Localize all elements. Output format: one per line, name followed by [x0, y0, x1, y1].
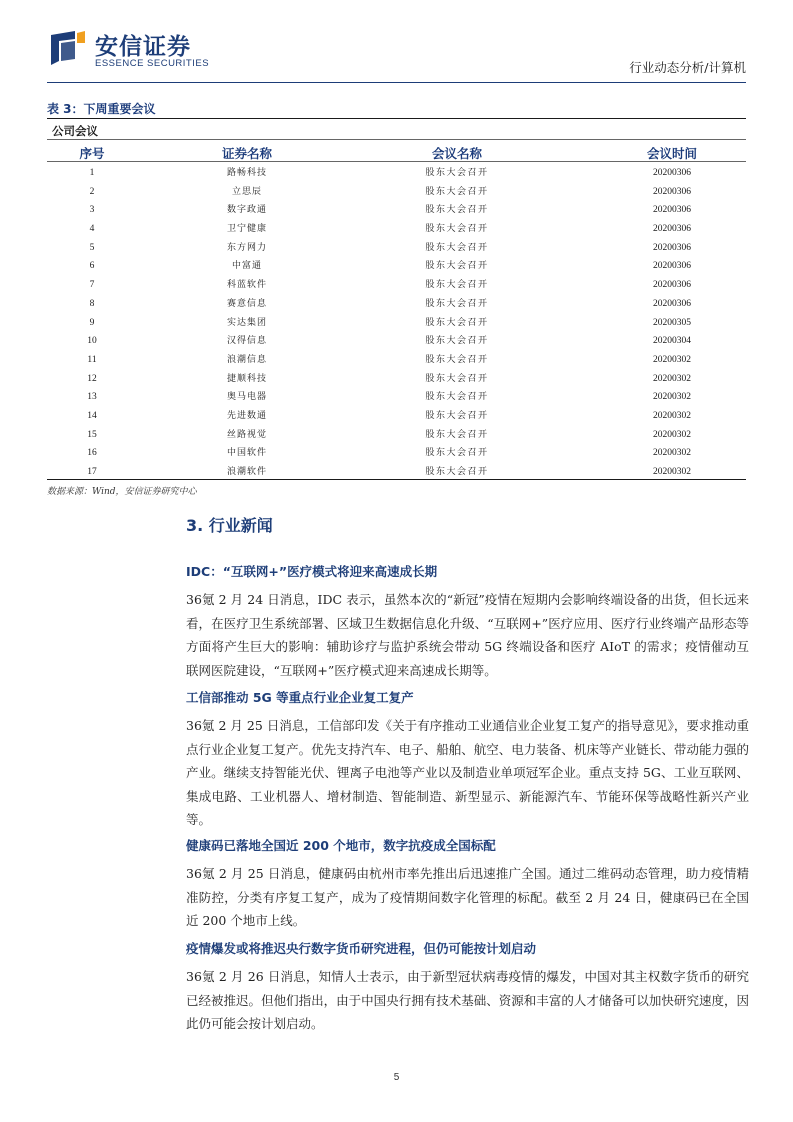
cell-meeting-time: 20200302: [653, 448, 691, 459]
table-bottom-rule: [47, 479, 746, 480]
cell-row-number: 11: [87, 354, 97, 365]
cell-meeting-name: 股东大会召开: [425, 448, 489, 459]
cell-meeting-name: 股东大会召开: [425, 317, 489, 328]
news-title: 疫情爆发或将推迟央行数字货币研究进程，但仍可能按计划启动: [186, 941, 537, 956]
table-subheader: 公司会议: [52, 124, 98, 138]
cell-meeting-name: 股东大会召开: [425, 186, 489, 197]
cell-meeting-time: 20200306: [653, 224, 691, 235]
table-row: [0, 444, 793, 463]
table-row: [0, 332, 793, 351]
cell-meeting-name: 股东大会召开: [425, 373, 489, 384]
brand-name-cn: 安信证券: [95, 34, 191, 60]
table-row: [0, 351, 793, 370]
cell-security-name: 赛意信息: [226, 298, 267, 309]
news-body: 36氪 2 月 25 日消息，工信部印发《关于有序推动工业通信业企业复工复产的指导意见》，要求推动重点行业企业复工复产。优先支持汽车、电子、船舶、航空、电力装备、机床等产业链长、带动能力强的产业。继续支持智能光伏、锂离子电池等产业以及制造业单项冠军企业。重点支持 5G、工业互联网、集成电路、工业机器人、增材制造、智能制造、新型显示、新能源汽车、节能环保等战略性新兴产业等。: [186, 718, 749, 827]
table-row: [0, 388, 793, 407]
cell-meeting-name: 股东大会召开: [425, 168, 489, 178]
cell-meeting-name: 股东大会召开: [425, 205, 489, 216]
cell-meeting-time: 20200302: [653, 392, 691, 403]
news-body: 36氪 2 月 25 日消息，健康码由杭州市率先推出后迅速推广全国。通过二维码动态管理，助力疫情精准防控，分类有序复工复产，成为了疫情期间数字化管理的标配。截至 2 月 24 日，健康码已在全国近 200 个地市上线。: [186, 866, 749, 928]
cell-meeting-name: 股东大会召开: [425, 242, 489, 253]
column-header-meeting-name: 会议名称: [431, 146, 482, 161]
cell-security-name: 浪潮信息: [226, 354, 267, 365]
cell-meeting-time: 20200302: [653, 429, 691, 440]
cell-row-number: 16: [87, 448, 97, 459]
cell-meeting-time: 20200305: [653, 317, 691, 328]
cell-security-name: 卫宁健康: [226, 224, 267, 235]
cell-meeting-time: 20200302: [653, 354, 691, 365]
column-header-no: 序号: [79, 146, 105, 161]
news-body: 36氪 2 月 24 日消息，IDC 表示，虽然本次的“新冠”疫情在短期内会影响终端设备的出货，但长远来看，在医疗卫生系统部署、区域卫生数据信息化升级、“互联网+”医疗应用、医疗行业终端产品形态等方面将产生巨大的影响：辅助诊疗与监护系统会带动 5G 终端设备和医疗 AIoT 的需求；疫情催动互联网医院建设，“互联网+”医疗模式迎来高速成长期等。: [186, 592, 749, 678]
cell-meeting-time: 20200302: [653, 410, 691, 421]
section-title: 3. 行业新闻: [186, 516, 273, 535]
cell-row-number: 6: [89, 261, 95, 272]
news-title: IDC：“互联网+”医疗模式将迎来高速成长期: [186, 564, 438, 579]
cell-row-number: 12: [87, 373, 97, 384]
column-header-security-name: 证券名称: [221, 146, 272, 161]
cell-row-number: 8: [89, 298, 95, 309]
table-row: [0, 276, 793, 295]
report-category: 行业动态分析/计算机: [629, 60, 746, 75]
cell-meeting-time: 20200306: [653, 261, 691, 272]
news-title: 工信部推动 5G 等重点行业企业复工复产: [186, 690, 414, 705]
table-row: [0, 257, 793, 276]
news-title: 健康码已落地全国近 200 个地市，数字抗疫成全国标配: [186, 838, 496, 853]
cell-security-name: 汉得信息: [226, 336, 267, 347]
cell-security-name: 路畅科技: [226, 168, 267, 178]
cell-row-number: 3: [89, 205, 95, 216]
cell-row-number: 15: [87, 429, 97, 440]
cell-meeting-time: 20200306: [653, 280, 691, 291]
cell-security-name: 实达集团: [226, 317, 267, 328]
cell-meeting-name: 股东大会召开: [425, 410, 489, 421]
cell-meeting-name: 股东大会召开: [425, 392, 489, 403]
cell-security-name: 中国软件: [226, 448, 267, 459]
table-row: [0, 239, 793, 258]
table-row: [0, 183, 793, 202]
cell-row-number: 4: [89, 224, 95, 235]
brand-logo-icon: [47, 29, 87, 69]
cell-meeting-time: 20200304: [653, 336, 691, 347]
cell-security-name: 奥马电器: [226, 392, 267, 403]
cell-meeting-name: 股东大会召开: [425, 298, 489, 309]
cell-meeting-name: 股东大会召开: [425, 429, 489, 440]
cell-row-number: 2: [89, 186, 95, 197]
table-body: [0, 164, 793, 482]
cell-security-name: 科蓝软件: [226, 280, 267, 291]
cell-row-number: 7: [89, 280, 95, 291]
table-header-rule: [47, 161, 746, 162]
table-sub-rule: [47, 139, 746, 140]
cell-security-name: 中富通: [231, 261, 262, 272]
cell-row-number: 17: [87, 467, 97, 477]
cell-security-name: 立思辰: [231, 186, 262, 197]
table-row: [0, 220, 793, 239]
cell-row-number: 9: [89, 317, 95, 328]
cell-meeting-name: 股东大会召开: [425, 224, 489, 235]
cell-meeting-time: 20200302: [653, 373, 691, 384]
header-divider: [47, 82, 746, 83]
cell-security-name: 东方网力: [226, 242, 267, 253]
cell-row-number: 1: [89, 168, 95, 178]
cell-meeting-time: 20200306: [653, 298, 691, 309]
cell-row-number: 5: [89, 242, 95, 253]
cell-meeting-name: 股东大会召开: [425, 354, 489, 365]
cell-meeting-time: 20200302: [653, 467, 691, 477]
brand-name-en: ESSENCE SECURITIES: [95, 58, 210, 69]
news-body: 36氪 2 月 26 日消息，知情人士表示，由于新型冠状病毒疫情的爆发，中国对其主权数字货币的研究已经被推迟。但他们指出，由于中国央行拥有技术基础、资源和丰富的人才储备可以加快研究速度，因此仍可能会按计划启动。: [186, 969, 749, 1031]
cell-meeting-name: 股东大会召开: [425, 336, 489, 347]
cell-security-name: 捷顺科技: [226, 373, 267, 384]
cell-security-name: 先进数通: [226, 410, 267, 421]
cell-row-number: 10: [87, 336, 97, 347]
table-caption: 表 3：下周重要会议: [47, 102, 156, 116]
table-row: [0, 426, 793, 445]
table-row: [0, 295, 793, 314]
table-top-rule: [47, 118, 746, 119]
cell-meeting-time: 20200306: [653, 168, 691, 178]
cell-meeting-name: 股东大会召开: [425, 467, 489, 477]
brand-logo: [47, 27, 210, 75]
cell-row-number: 14: [87, 410, 97, 421]
table-row: [0, 370, 793, 389]
cell-security-name: 丝路视觉: [226, 429, 267, 440]
cell-meeting-name: 股东大会召开: [425, 261, 489, 272]
cell-meeting-time: 20200306: [653, 186, 691, 197]
page-number: 5: [393, 1072, 400, 1083]
cell-security-name: 浪潮软件: [226, 467, 267, 477]
table-row: [0, 407, 793, 426]
table-row: [0, 164, 793, 183]
table-source-note: 数据来源：Wind，安信证券研究中心: [47, 487, 197, 497]
cell-meeting-time: 20200306: [653, 205, 691, 216]
cell-row-number: 13: [87, 392, 97, 403]
cell-security-name: 数字政通: [226, 205, 267, 216]
cell-meeting-time: 20200306: [653, 242, 691, 253]
table-row: [0, 201, 793, 220]
column-header-meeting-time: 会议时间: [646, 146, 697, 161]
table-row: [0, 314, 793, 333]
cell-meeting-name: 股东大会召开: [425, 280, 489, 291]
